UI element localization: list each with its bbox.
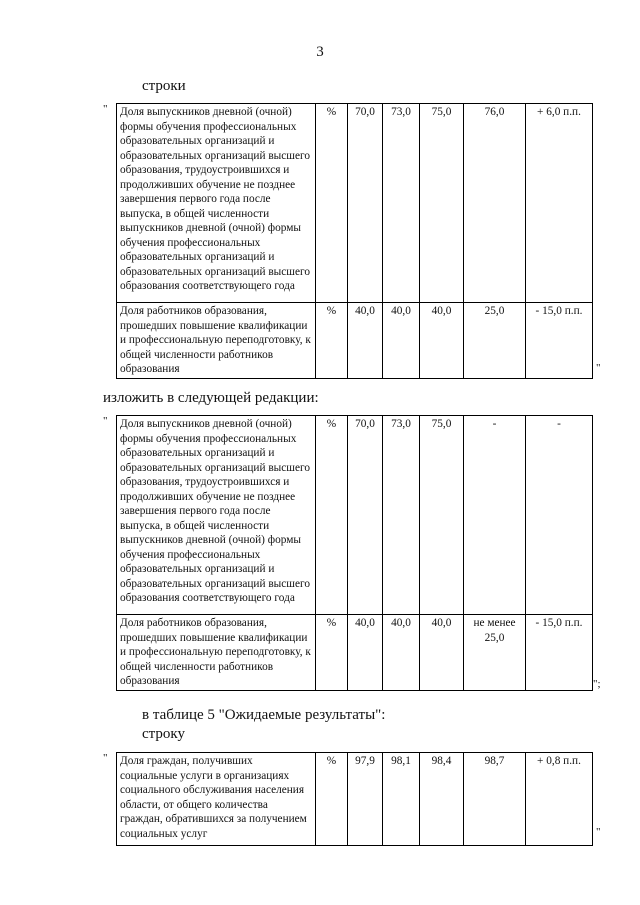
section-2-intro: изложить в следующей редакции: [103,390,319,406]
value-cell: 98,1 [383,753,420,846]
value-cell: - [464,416,526,615]
change-cell: + 6,0 п.п. [526,104,593,303]
table-row [117,416,593,615]
change-cell: + 0,8 п.п. [526,753,593,846]
section-2-table [116,415,593,691]
value-cell: 40,0 [348,303,383,379]
value-cell: 25,0 [464,303,526,379]
table-row [117,615,593,691]
value-cell: 75,0 [420,104,464,303]
value-cell: 40,0 [383,303,420,379]
section-2-open-quote: " [103,415,108,427]
unit-cell: % [316,753,348,846]
section-3-close-quote: " [596,826,601,838]
change-cell: - 15,0 п.п. [526,615,593,691]
table-row [117,303,593,379]
section-3-open-quote: " [103,752,108,764]
table-row [117,104,593,303]
value-cell: 70,0 [348,416,383,615]
section-3-table [116,752,593,846]
section-1-table [116,103,593,379]
change-cell: - 15,0 п.п. [526,303,593,379]
section-3-intro: в таблице 5 "Ожидаемые результаты": [142,707,386,723]
value-cell: 40,0 [383,615,420,691]
unit-cell: % [316,303,348,379]
value-cell: 40,0 [420,303,464,379]
value-cell: 75,0 [420,416,464,615]
value-cell: 97,9 [348,753,383,846]
section-1-open-quote: " [103,103,108,115]
unit-cell: % [316,104,348,303]
indicator-name: Доля граждан, получивших социальные услуги в организациях социального обслуживания населения области, от общего количества граждан, обратившихся за получением социальных услуг [117,753,316,846]
indicator-name: Доля выпускников дневной (очной) формы обучения профессиональных образовательных организаций и образовательных организаций высшего образования, трудоустроившихся и продолживших обучение не позднее завершения первого года после выпуска, в общей численности выпускников дневной (очной) формы обучения профессиональных образовательных организаций и образовательных организаций высшего образования соответствующего года [117,104,316,303]
value-cell: 76,0 [464,104,526,303]
unit-cell: % [316,615,348,691]
indicator-name: Доля работников образования, прошедших повышение квалификации и профессиональную переподготовку, к общей численности работников образования [117,615,316,691]
value-cell: 73,0 [383,416,420,615]
unit-cell: % [316,416,348,615]
section-2-close-quote: "; [593,678,601,690]
value-cell: 40,0 [420,615,464,691]
value-cell: 98,4 [420,753,464,846]
value-cell: 40,0 [348,615,383,691]
section-1-intro: строки [142,78,186,94]
value-cell: 73,0 [383,104,420,303]
indicator-name: Доля выпускников дневной (очной) формы обучения профессиональных образовательных организаций и образовательных организаций высшего образования, трудоустроившихся и продолживших обучение не позднее завершения первого года после выпуска, в общей численности выпускников дневной (очной) формы обучения профессиональных образовательных организаций и образовательных организаций высшего образования соответствующего года [117,416,316,615]
value-cell: не менее 25,0 [464,615,526,691]
page-number: 3 [316,44,324,60]
value-cell: 98,7 [464,753,526,846]
change-cell: - [526,416,593,615]
section-3-intro-2: строку [142,726,185,742]
indicator-name: Доля работников образования, прошедших повышение квалификации и профессиональную переподготовку, к общей численности работников образования [117,303,316,379]
value-cell: 70,0 [348,104,383,303]
section-1-close-quote: " [596,362,601,374]
table-row [117,753,593,846]
